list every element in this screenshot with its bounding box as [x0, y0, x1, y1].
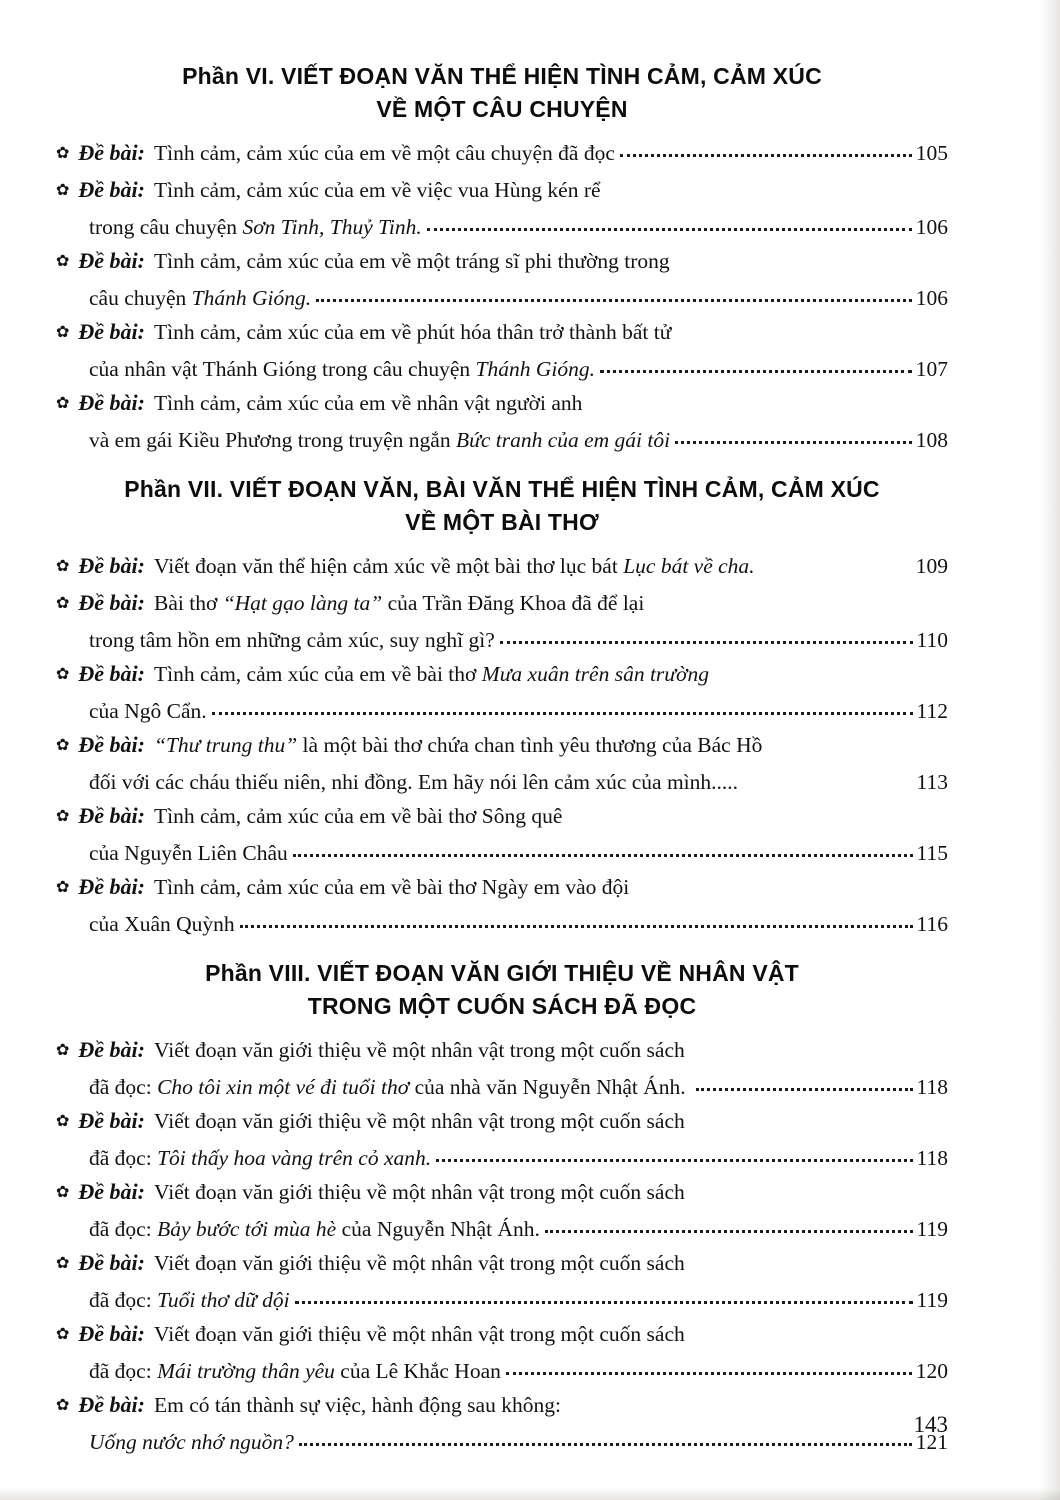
entry-text: [89, 907, 235, 941]
entry-text: [154, 1317, 685, 1351]
entry-page-number: 120: [915, 1359, 948, 1383]
entry-label: Đề bài:: [78, 732, 145, 757]
section-heading: [56, 60, 948, 126]
entry-line: [56, 1104, 948, 1141]
section-heading-line: VỀ MỘT CÂU CHUYỆN: [376, 96, 628, 122]
entry-text: [89, 352, 595, 386]
entry-line: [56, 315, 948, 352]
toc-entry: [56, 244, 948, 315]
dot-leader: [760, 567, 912, 570]
toc-entry: [56, 1175, 948, 1246]
dot-leader: [212, 712, 913, 715]
entry-page-number: 116: [916, 912, 948, 936]
entry-line: [56, 728, 948, 765]
entry-text: [89, 281, 311, 315]
text-segment: của nhân vật Thánh Gióng trong câu chuyện: [89, 357, 476, 381]
dot-leader: [436, 1159, 912, 1162]
text-segment: Tuổi thơ dữ dội: [157, 1288, 290, 1312]
flower-bullet-icon: ✿: [56, 595, 70, 612]
flower-bullet-icon: ✿: [56, 879, 70, 896]
entry-text: [154, 549, 755, 583]
entry-line: [56, 1425, 948, 1459]
entry-label: Đề bài:: [78, 319, 145, 344]
dot-leader: [295, 1301, 913, 1304]
toc-entry: [56, 386, 948, 457]
text-segment: đã đọc:: [89, 1075, 158, 1099]
dot-leader: [293, 854, 913, 857]
entry-line: [56, 173, 948, 210]
dot-leader: [620, 154, 912, 157]
flower-bullet-icon: ✿: [56, 1184, 70, 1201]
text-segment: Bảy bước tới mùa hè: [157, 1217, 337, 1241]
entry-page-number: 109: [915, 554, 948, 578]
entry-page-number: 112: [916, 699, 948, 723]
entry-label: Đề bài:: [78, 1392, 145, 1417]
text-segment: của Trần Đăng Khoa đã để lại: [382, 591, 645, 615]
entry-line: [56, 694, 948, 728]
entry-text: [154, 1175, 685, 1209]
toc-section-phan-vii: [56, 473, 948, 941]
entry-page-number: 115: [916, 841, 948, 865]
entry-line: [56, 423, 948, 457]
entry-line: [56, 1070, 948, 1104]
text-segment: Viết đoạn văn giới thiệu về một nhân vật trong một cuốn sách: [154, 1322, 685, 1346]
toc-sections: [56, 60, 948, 1459]
entry-label: Đề bài:: [78, 1108, 145, 1133]
entry-page-number: 121: [915, 1430, 948, 1454]
flower-bullet-icon: ✿: [56, 145, 70, 162]
toc-entry: [56, 799, 948, 870]
entry-line: [56, 210, 948, 244]
text-segment: Mưa xuân trên sân trường: [481, 662, 710, 686]
entry-text: [154, 728, 762, 762]
entry-text: [89, 765, 738, 799]
text-segment: trong câu chuyện: [89, 215, 243, 239]
entry-line: [56, 1175, 948, 1212]
entry-text: [154, 799, 562, 833]
flower-bullet-icon: ✿: [56, 1397, 70, 1414]
dot-leader: [299, 1443, 912, 1446]
entry-text: [89, 1354, 501, 1388]
section-heading-line: VỀ MỘT BÀI THƠ: [405, 509, 599, 535]
entry-line: [56, 657, 948, 694]
toc-entry: [56, 1246, 948, 1317]
flower-bullet-icon: ✿: [56, 1113, 70, 1130]
text-segment: Tình cảm, cảm xúc của em về phút hóa thân trở thành bất tử: [154, 320, 672, 344]
entry-page-number: 119: [916, 1217, 948, 1241]
entry-text: [89, 1283, 290, 1317]
entry-text: [154, 136, 615, 170]
text-segment: Tình cảm, cảm xúc của em về bài thơ Sông quê: [154, 804, 563, 828]
entry-text: [154, 244, 670, 278]
text-segment: Viết đoạn văn giới thiệu về một nhân vật trong một cuốn sách: [154, 1251, 685, 1275]
entry-text: [89, 623, 495, 657]
flower-bullet-icon: ✿: [56, 1255, 70, 1272]
folio-page-number: 143: [913, 1412, 948, 1437]
text-segment: Tình cảm, cảm xúc của em về bài thơ Ngày em vào đội: [154, 875, 630, 899]
entry-line: [56, 1283, 948, 1317]
dot-leader: [696, 1088, 913, 1091]
entry-line: [56, 549, 948, 586]
text-segment: “Thư trung thu”: [154, 733, 298, 757]
dot-leader: [500, 641, 913, 644]
entry-line: [56, 586, 948, 623]
entry-line: [56, 1246, 948, 1283]
entry-text: [154, 173, 601, 207]
text-segment: Tình cảm, cảm xúc của em về một câu chuyện đã đọc: [154, 141, 615, 165]
text-segment: Lục bát về cha.: [623, 554, 755, 578]
toc-entry: [56, 657, 948, 728]
entry-text: [154, 1246, 685, 1280]
text-segment: đã đọc:: [89, 1146, 158, 1170]
text-segment: đã đọc:: [89, 1217, 158, 1241]
text-segment: Thánh Gióng.: [191, 286, 312, 310]
entry-line: [56, 623, 948, 657]
entry-line: [56, 836, 948, 870]
text-segment: của nhà văn Nguyễn Nhật Ánh.: [409, 1075, 692, 1099]
flower-bullet-icon: ✿: [56, 808, 70, 825]
text-segment: Viết đoạn văn giới thiệu về một nhân vật trong một cuốn sách: [154, 1180, 685, 1204]
text-segment: Viết đoạn văn giới thiệu về một nhân vật trong một cuốn sách: [154, 1109, 685, 1133]
toc-section-phan-vi: [56, 60, 948, 457]
entry-label: Đề bài:: [78, 1321, 145, 1346]
entry-label: Đề bài:: [78, 553, 145, 578]
entry-page-number: 105: [915, 141, 948, 165]
entry-text: [154, 586, 644, 620]
section-heading-line: Phần VII. VIẾT ĐOẠN VĂN, BÀI VĂN THỂ HIỆN TÌNH CẢM, CẢM XÚC: [124, 476, 880, 502]
entry-text: [154, 1104, 685, 1138]
entry-text: [89, 210, 422, 244]
entry-line: [56, 1388, 948, 1425]
entry-page-number: 107: [915, 357, 948, 381]
text-segment: Tình cảm, cảm xúc của em về nhân vật người anh: [154, 391, 583, 415]
entry-page-number: 118: [916, 1075, 948, 1099]
entry-line: [56, 870, 948, 907]
flower-bullet-icon: ✿: [56, 324, 70, 341]
entry-text: [89, 694, 207, 728]
entry-page-number: 119: [916, 1288, 948, 1312]
toc-section-phan-viii: [56, 957, 948, 1459]
entry-label: Đề bài:: [78, 177, 145, 202]
text-segment: Tình cảm, cảm xúc của em về việc vua Hùng kén rể: [154, 178, 601, 202]
entry-label: Đề bài:: [78, 1250, 145, 1275]
entry-text: [89, 1070, 691, 1104]
text-segment: Thánh Gióng.: [475, 357, 595, 381]
dot-leader: [506, 1372, 912, 1375]
text-segment: Tôi thấy hoa vàng trên cỏ xanh.: [157, 1146, 432, 1170]
flower-bullet-icon: ✿: [56, 737, 70, 754]
toc-entry: [56, 315, 948, 386]
entry-text: [89, 1425, 294, 1459]
flower-bullet-icon: ✿: [56, 395, 70, 412]
dot-leader: [600, 370, 912, 373]
entry-label: Đề bài:: [78, 874, 145, 899]
section-heading: [56, 473, 948, 539]
text-segment: “Hạt gạo làng ta”: [222, 591, 383, 615]
entry-text: [89, 423, 670, 457]
entry-line: [56, 136, 948, 173]
text-segment: của Nguyễn Nhật Ánh.: [336, 1217, 540, 1241]
dot-leader: [316, 299, 912, 302]
entry-text: [154, 315, 671, 349]
flower-bullet-icon: ✿: [56, 666, 70, 683]
text-segment: đã đọc:: [89, 1288, 158, 1312]
entry-page-number: 113: [916, 770, 948, 794]
page-edge-shadow-right: [1040, 0, 1060, 1500]
flower-bullet-icon: ✿: [56, 182, 70, 199]
text-segment: của Lê Khắc Hoan: [334, 1359, 501, 1383]
entry-page-number: 110: [916, 628, 948, 652]
toc-entry: [56, 1317, 948, 1388]
text-segment: đối với các cháu thiếu niên, nhi đồng. Em hãy nói lên cảm xúc của mình.....: [89, 770, 739, 794]
dot-leader: [675, 441, 912, 444]
flower-bullet-icon: ✿: [56, 1326, 70, 1343]
text-segment: Cho tôi xin một vé đi tuổi thơ: [157, 1075, 410, 1099]
text-segment: Sơn Tinh, Thuỷ Tinh.: [242, 215, 422, 239]
section-heading-line: TRONG MỘT CUỐN SÁCH ĐÃ ĐỌC: [307, 993, 697, 1019]
section-heading-line: Phần VIII. VIẾT ĐOẠN VĂN GIỚI THIỆU VỀ NHÂN VẬT: [205, 960, 799, 986]
entry-line: [56, 352, 948, 386]
toc-entry: [56, 1033, 948, 1104]
entry-page-number: 108: [915, 428, 948, 452]
text-segment: Tình cảm, cảm xúc của em về một tráng sĩ phi thường trong: [154, 249, 670, 273]
entry-line: [56, 799, 948, 836]
entry-line: [56, 765, 948, 799]
entry-line: [56, 281, 948, 315]
entry-text: [154, 386, 582, 420]
entry-label: Đề bài:: [78, 1179, 145, 1204]
entry-label: Đề bài:: [78, 248, 145, 273]
entry-label: Đề bài:: [78, 661, 145, 686]
entry-line: [56, 907, 948, 941]
entry-line: [56, 386, 948, 423]
entry-page-number: 106: [915, 286, 948, 310]
text-segment: Em có tán thành sự việc, hành động sau không:: [154, 1393, 561, 1417]
dot-leader: [743, 783, 913, 786]
entry-label: Đề bài:: [78, 390, 145, 415]
text-segment: trong tâm hồn em những cảm xúc, suy nghĩ gì?: [89, 628, 495, 652]
section-heading-line: Phần VI. VIẾT ĐOẠN VĂN THỂ HIỆN TÌNH CẢM, CẢM XÚC: [182, 63, 822, 89]
text-segment: là một bài thơ chứa chan tình yêu thương của Bác Hồ: [297, 733, 763, 757]
entry-text: [154, 870, 629, 904]
entry-text: [89, 1141, 431, 1175]
toc-entry: [56, 173, 948, 244]
entry-text: [154, 657, 709, 691]
entry-page-number: 106: [915, 215, 948, 239]
dot-leader: [240, 925, 913, 928]
toc-entry: [56, 1388, 948, 1459]
entry-page-number: 118: [916, 1146, 948, 1170]
text-segment: đã đọc:: [89, 1359, 158, 1383]
entry-line: [56, 1033, 948, 1070]
toc-entry: [56, 728, 948, 799]
entry-label: Đề bài:: [78, 590, 145, 615]
text-segment: Viết đoạn văn giới thiệu về một nhân vật trong một cuốn sách: [154, 1038, 685, 1062]
section-heading: [56, 957, 948, 1023]
entry-label: Đề bài:: [78, 140, 145, 165]
text-segment: của Ngô Cẩn.: [89, 699, 207, 723]
text-segment: Bài thơ: [154, 591, 223, 615]
text-segment: của Xuân Quỳnh: [89, 912, 235, 936]
text-segment: Bức tranh của em gái tôi: [455, 428, 671, 452]
entry-line: [56, 1212, 948, 1246]
entry-line: [56, 1354, 948, 1388]
flower-bullet-icon: ✿: [56, 558, 70, 575]
text-segment: Tình cảm, cảm xúc của em về bài thơ: [154, 662, 482, 686]
toc-entry: [56, 549, 948, 586]
text-segment: và em gái Kiều Phương trong truyện ngắn: [89, 428, 456, 452]
text-segment: Mái trường thân yêu: [157, 1359, 335, 1383]
entry-line: [56, 1317, 948, 1354]
text-segment: Viết đoạn văn thể hiện cảm xúc về một bài thơ lục bát: [154, 554, 624, 578]
text-segment: Uống nước nhớ nguồn?: [89, 1430, 294, 1454]
entry-text: [89, 1212, 540, 1246]
text-segment: của Nguyễn Liên Châu: [89, 841, 288, 865]
toc-entry: [56, 136, 948, 173]
dot-leader: [545, 1230, 913, 1233]
entry-text: [154, 1033, 685, 1067]
entry-label: Đề bài:: [78, 1037, 145, 1062]
toc-entry: [56, 586, 948, 657]
toc-entry: [56, 870, 948, 941]
entry-line: [56, 244, 948, 281]
entry-text: [89, 836, 288, 870]
entry-text: [154, 1388, 561, 1422]
text-segment: câu chuyện: [89, 286, 192, 310]
entry-label: Đề bài:: [78, 803, 145, 828]
flower-bullet-icon: ✿: [56, 1042, 70, 1059]
toc-entry: [56, 1104, 948, 1175]
entry-line: [56, 1141, 948, 1175]
page-edge-shadow-bottom: [0, 1488, 1060, 1500]
dot-leader: [427, 228, 912, 231]
flower-bullet-icon: ✿: [56, 253, 70, 270]
